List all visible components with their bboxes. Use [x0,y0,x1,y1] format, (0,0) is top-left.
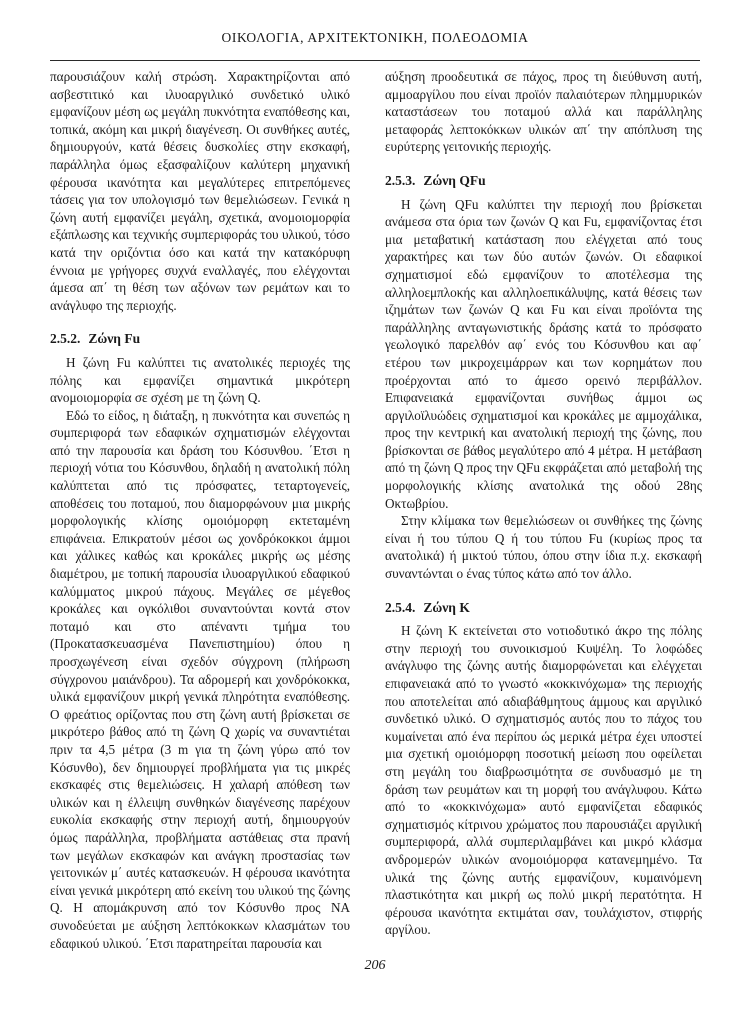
section-heading [385,599,702,617]
section-number: 2.5.4. [385,599,416,615]
section-heading [50,330,350,348]
paragraph: παρουσιάζουν καλή στρώση. Χαρακτηρίζονται από ασβεστιτικό και ιλυοαργιλικό συνδετικό υλικό εμφανίζουν μέση ως μεγάλη πυκνότητα εναπόθεσης και, τοπικά, ακόμη και μικρή διαγένεση. Οι συνθήκες αυτές, δημιουργούν, κατά θέσεις δυσκολίες στην εκσκαφή, παράλληλα όμως εξασφαλίζουν καλύτερη μηχανική φέρουσα ικανότητα και μεγαλύτερες επιτρεπόμενες τάσεις για τον υπολογισμό των θεμελιώσεων. Γενικά η ζώνη αυτή εμφανίζει μεγάλη, σχετικά, ανομοιομορφία εξάπλωσης και τεχνικής συμπεριφοράς του υλικού, τόσο κατά την οριζόντια όσο και κατά την κατακόρυφη έννοια με γρήγορες συχνά εναλλαγές, που ελέγχονται άμεσα απ΄ τη θέση των αξόνων των ρεμάτων και το ανάγλυφο της περιοχής. [50,69,350,313]
right-column [385,68,702,939]
section-number: 2.5.2. [50,331,81,347]
section-number: 2.5.3. [385,172,416,188]
section-title: Ζώνη QFu [423,172,486,188]
running-header: ΟΙΚΟΛΟΓΙΑ, ΑΡΧΙΤΕΚΤΟΝΙΚΗ, ΠΟΛΕΟΔΟΜΙΑ [221,30,529,45]
paragraph: Η ζώνη QFu καλύπτει την περιοχή που βρίσκεται ανάμεσα στα όρια των ζωνών Q και Fu, εμφανίζοντας έτσι μια μεταβατική κατάσταση που ελέγχεται από τους χαρακτήρες και των δύο αυτών ζωνών. Οι εδαφικοί σχηματισμοί εδώ εμφανίζουν το αποτέλεσμα της αλληλοεμπλοκής και αλληλοεπικάλυψης, κατά θέσεις των ιζημάτων των ζωνών Q και Fu και είναι προϊόντα της παράλληλης ανταγωνιστικής δράσης κατά το πρόσφατο γεωλογικό παρελθόν αφ΄ ενός του Κόσυνθου και αφ΄ ετέρου των μικροχειμάρρων και των κορημάτων που προέρχονται από το άμεσο ορεινό περιβάλλον. Επιφανειακά εμφανίζονται συνήθως άμμοι ως αργιλοϊλυώδεις σχηματισμοί και κροκάλες με αμμοχάλικα, προς την κεντρική και ανατολική περιοχή της ζώνης, που βρίσκονται σε βάθος μεγαλύτερο από 4 μέτρα. Η μετάβαση από τη ζώνη Q προς την QFu εκφράζεται από μεταβολή της μορφολογικής κλίσης ανατολικά της οδού 28ης Οκτωβρίου. [385,196,702,511]
paragraph: Η ζώνη Κ εκτείνεται στο νοτιοδυτικό άκρο της πόλης στην περιοχή του συνοικισμού Κυψέλη. Το λοφώδες ανάγλυφο της ζώνης αυτής διαμορφώνεται και ελέγχεται επιφανειακά από το γνωστό «κοκκινόχωμα» της περιοχής που αποτελείται από αδιαβάθμητους άμμους και αργιλικό συνδετικό υλικό. Ο σχηματισμός αυτός που το πάχος του κυμαίνεται από ένα περίπου ώς μερικά μέτρα έχει υποστεί μια σχετική ομοιόμορφη ποσοτική μείωση που οφείλεται στη μεγάλη του διαβρωσιμότητα σε συνδυασμό με τη δράση των ρευμάτων και τη μορφή του ανάγλυφου. Κάτω από το «κοκκινόχωμα» αυτό εμφανίζεται εδαφικός σχηματισμός κίτρινου χρώματος που παρουσιάζει αργιλική συμπεριφορά, αλλά συμπεριλαμβάνει και μικρό κλάσμα ανδρομερών υλικών ανομοιόμορφα κατανεμημένο. Τα υλικά της ζώνης αυτής εμφανίζουν, κυμαινόμενη πλαστικότητα και μικρή ως πολύ μικρή περατότητα. Η φέρουσα ικανότητα εκτιμάται σαν, τουλάχιστον, στιφρής αργίλου. [385,623,702,938]
page-number: 206 [364,958,386,973]
section-title: Ζώνη Fu [88,331,141,347]
header-rule [50,60,700,61]
section-title: Ζώνη Κ [423,599,470,615]
paragraph: Η ζώνη Fu καλύπτει τις ανατολικές περιοχές της πόλης και εμφανίζει σημαντικά μικρότερη ανομοιομορφία σε σχέση με τη ζώνη Q. [50,354,350,406]
section-heading [385,172,702,190]
paragraph: Εδώ το είδος, η διάταξη, η πυκνότητα και συνεπώς η συμπεριφορά των εδαφικών σχηματισμών ελέγχονται από την παρουσία και δράση του Κόσυνθου. ΄Ετσι η περιοχή νότια του Κόσυνθου, δηλαδή η ανατολική πόλη καλύπτεται από τις πρόσφατες, τεταρτογενείς, αποθέσεις του ποταμού, που διαμορφώνουν μια μικρής μορφολογικής κλίσης ομοιόμορφη εκτεταμένη επιφάνεια. Επικρατούν μέσοι ως χονδρόκοκκοι άμμοι και χάλικες καθώς και κροκάλες μικρής ως μέσης διαμέτρου, με τοπική παρουσία ιλυοαργιλικού εδαφικού καλύμματος μικρού πάχους. Μεγάλες σε μέγεθος κροκάλες και ογκόλιθοι συναντούνται κοντά στον ποταμό και στο απέναντι τμήμα του (Προκατασκευασμένα Πανεπιστημίου) όπου η προσχωγένεση είναι σχεδόν σύγχρονη (πλήρωση σύγχρονου μαιάνδρου). Τα αδρομερή και χονδρόκοκκα, υλικά εμφανίζουν μικρή γενικά πληρότητα εναπόθεσης. Ο φρεάτιος ορίζοντας που στη ζώνη αυτή βρίσκεται σε μικρότερο βάθος από τη ζώνη Q χωρίς να συναντιέται πριν τα 4,5 μέτρα (3 m για τη ζώνη γύρω από τον Κόσυνθο), δεν δημιουργεί προβλήματα για τις μικρές εκσκαφές στις θεμελιώσεις. Η χαλαρή απόθεση των υλικών και η έλλειψη συνθηκών διαγένεσης παρέχουν ευκολία εκσκαφής στην περιοχή αυτή, δημιουργούν όμως παράλληλα, προβλήματα αστάθειας στα πρανή των μεγάλων εκσκαφών και ανάγκη προστασίας των γειτονικών μ΄ αυτές κατασκευών. Η φέρουσα ικανότητα είναι γενικά μικρότερη από εκείνη του υλικού της ζώνης Q. Η απομάκρυνση από τον Κόσυνθο προς ΝΑ συνοδεύεται με αύξηση λεπτόκοκκων κλασμάτων του εδαφικού υλικού. ΄Ετσι παρατηρείται παρουσία και [50,407,350,951]
left-column [50,68,350,952]
paragraph: αύξηση προοδευτικά σε πάχος, προς τη διεύθυνση αυτή, αμμοαργίλου που είναι προϊόν παλαιότερων πλημμυρικών καταστάσεων του ποταμού αλλά και παράλληλης μεταφοράς λεπτοκόκκων υλικών απ΄ την απόπλυση της ευρύτερης γειτονικής περιοχής. [385,69,702,155]
paragraph: Στην κλίμακα των θεμελιώσεων οι συνθήκες της ζώνης είναι ή του τύπου Q ή του τύπου Fu (κυρίως προς τα ανατολικά) ή μικτού τύπου, όπου στην ίδια π.χ. εκσκαφή συναντώνται ο ένας τύπος κάτω από τον άλλο. [385,513,702,582]
